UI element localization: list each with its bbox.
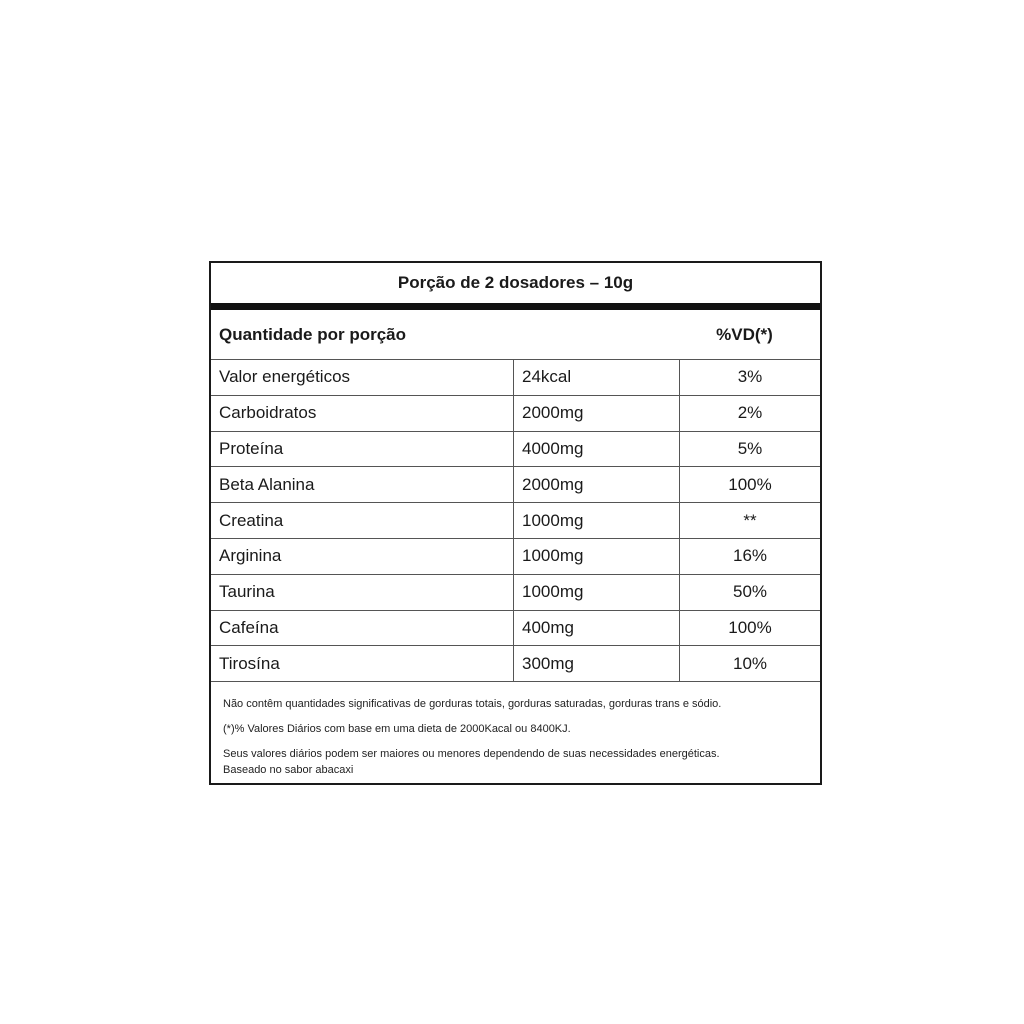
nutrient-name: Creatina [211,503,514,539]
nutrient-name: Taurina [211,574,514,610]
nutrient-amount: 300mg [514,646,680,682]
nutrient-amount: 2000mg [514,467,680,503]
thick-divider [211,303,820,310]
header-quantity-label: Quantidade por porção [219,324,407,344]
nutrient-amount: 4000mg [514,431,680,467]
footnote-energy-needs [223,746,808,778]
nutrient-amount: 400mg [514,610,680,646]
nutrient-amount: 2000mg [514,395,680,431]
nutrient-vd: 5% [680,431,821,467]
footnote-no-significant: Não contêm quantidades significativas de gorduras totais, gorduras saturadas, gorduras trans e sódio. [223,698,722,711]
table-row [211,610,820,646]
nutrient-vd: 50% [680,574,821,610]
table-row [211,646,820,682]
table-row [211,538,820,574]
nutrient-amount: 1000mg [514,538,680,574]
nutrient-name: Tirosína [211,646,514,682]
nutrient-vd: 100% [680,467,821,503]
footnote-flavor: Baseado no sabor abacaxi [223,764,354,777]
table-row [211,503,820,539]
header-vd-label: %VD(*) [716,324,773,344]
nutrient-vd: 10% [680,646,821,682]
nutrient-vd: 3% [680,360,821,395]
nutrient-vd: ** [680,503,821,539]
nutrition-facts-table [209,261,822,785]
footnote-daily-values: (*)% Valores Diários com base em uma dieta de 2000Kacal ou 8400KJ. [223,723,571,736]
footnote-energy-text: Seus valores diários podem ser maiores ou menores dependendo de suas necessidades energéticas. [223,748,720,761]
nutrient-vd: 16% [680,538,821,574]
nutrient-amount: 24kcal [514,360,680,395]
table-row [211,467,820,503]
nutrient-name: Arginina [211,538,514,574]
nutrient-amount: 1000mg [514,503,680,539]
table-row [211,395,820,431]
nutrient-vd: 2% [680,395,821,431]
nutrient-name: Carboidratos [211,395,514,431]
table-header [211,310,820,360]
table-row [211,431,820,467]
table-row [211,574,820,610]
serving-size-title: Porção de 2 dosadores – 10g [397,273,634,292]
nutrient-name: Valor energéticos [211,360,514,395]
nutrient-name: Beta Alanina [211,467,514,503]
footnotes [211,682,820,778]
nutrient-amount: 1000mg [514,574,680,610]
table-row [211,360,820,395]
nutrients-table [211,360,820,682]
nutrient-name: Proteína [211,431,514,467]
nutrient-name: Cafeína [211,610,514,646]
nutrient-vd: 100% [680,610,821,646]
